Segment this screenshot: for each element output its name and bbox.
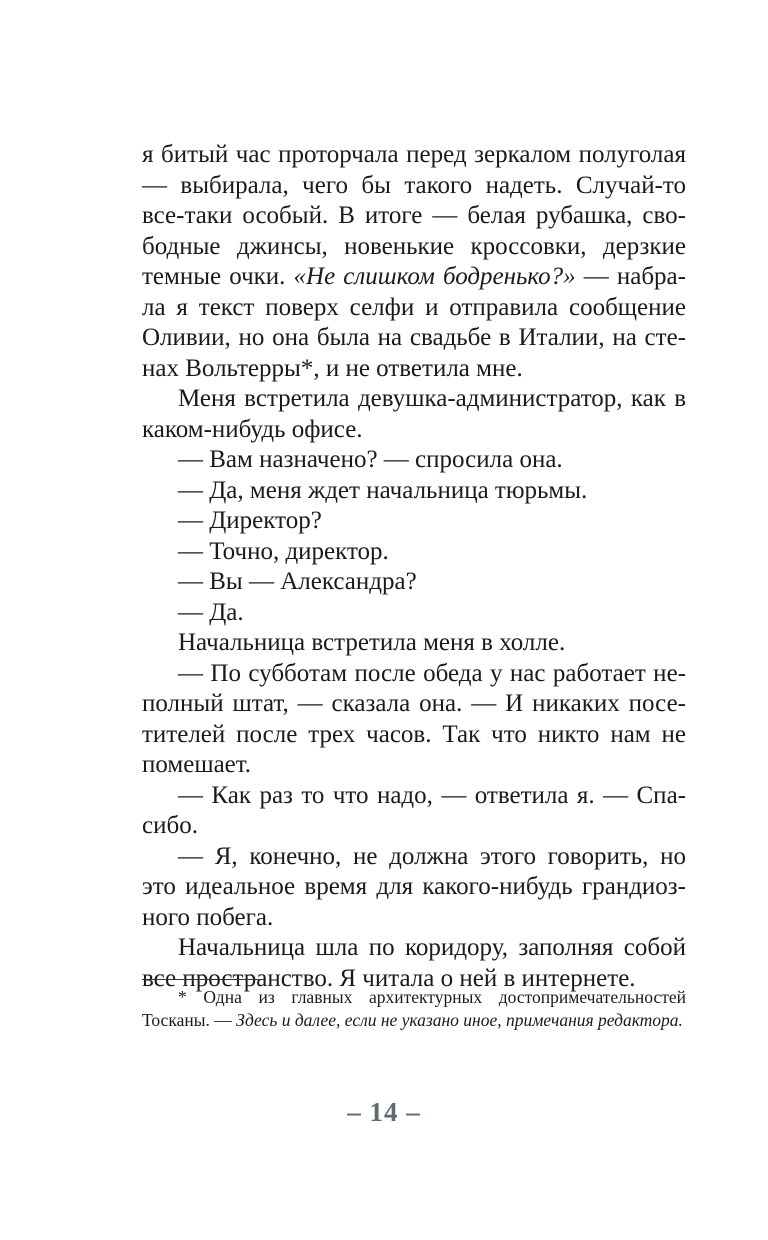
paragraph-7: — Вы — Александра? bbox=[178, 568, 417, 595]
paragraph-5: — Директор? bbox=[178, 507, 322, 534]
paragraph-4: — Да, меня ждет начальница тюрьмы. bbox=[178, 476, 588, 504]
footnote bbox=[142, 986, 686, 1032]
paragraph-13: Начальница шла по коридору, заполняя собой все пространство. Я читала о ней в интернете. bbox=[142, 934, 686, 992]
paragraph-1 bbox=[142, 140, 686, 384]
paragraph-1-quote: «Не слишком бодренько?» bbox=[293, 263, 576, 290]
paragraph-11: — Как раз то что надо, — ответила я. — Спасибо. bbox=[142, 781, 686, 839]
paragraph-9: Начальница встретила меня в холле. bbox=[178, 629, 566, 656]
footnote-divider bbox=[142, 979, 266, 980]
paragraph-3: — Вам назначено? — спросила она. bbox=[178, 446, 563, 473]
paragraph-1-text-a: я битый час проторчала перед зеркалом полуголая — выбирала, чего бы такого надеть. Случай-то все-таки особый. В итоге — белая рубашка, свободные джинсы, новенькие кроссовки, дерзкие темные очки. bbox=[142, 141, 686, 290]
page-number: – 14 – bbox=[347, 1097, 421, 1127]
footnote-editor-note: Здесь и далее, если не указано иное, примечания редактора. bbox=[236, 1010, 683, 1030]
main-text bbox=[142, 140, 686, 994]
paragraph-8: — Да. bbox=[178, 598, 244, 626]
paragraph-12: — Я, конечно, не должна этого говорить, но это идеальное время для какого-нибудь грандиозного побега. bbox=[142, 842, 686, 931]
paragraph-10: — По субботам после обеда у нас работает неполный штат, — сказала она. — И никаких посетителей после трех часов. Так что никто нам не помешает. bbox=[142, 659, 686, 778]
paragraph-6: — Точно, директор. bbox=[178, 537, 389, 565]
footnote-paragraph bbox=[142, 986, 686, 1032]
footnote-text: * Одна из главных архитектурных достопримечательностей Тосканы. — bbox=[142, 987, 686, 1030]
paragraph-2: Меня встретила девушка-администратор, как в каком-нибудь офисе. bbox=[142, 385, 686, 443]
paragraph-1-text-b: — набрала я текст поверх селфи и отправила сообщение Оливии, но она была на свадьбе в Италии, на стенах Вольтерры*, и не ответила мне. bbox=[142, 263, 686, 382]
